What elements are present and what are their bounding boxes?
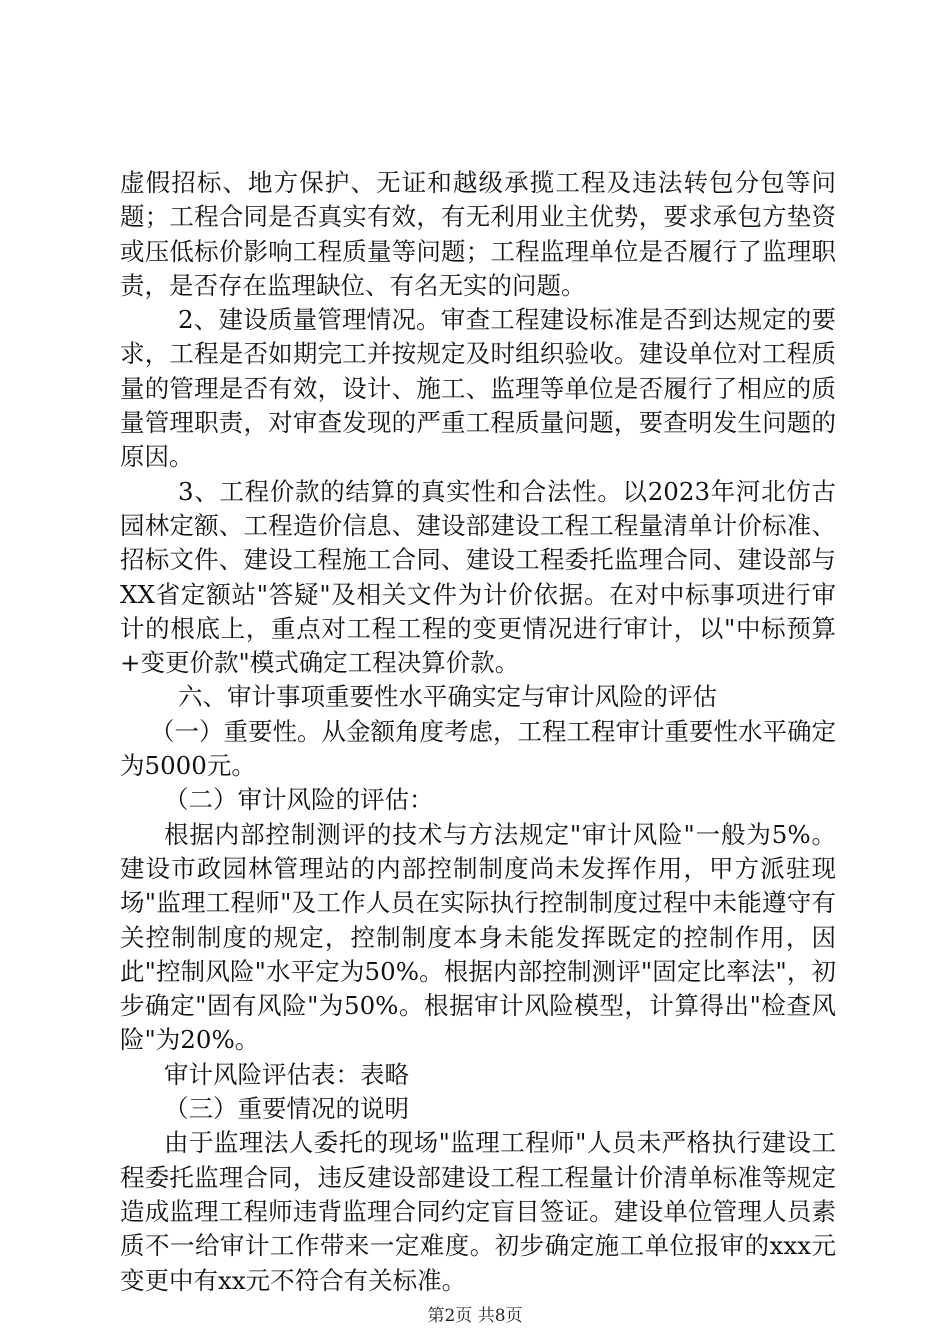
paragraph-risk-assessment: 根据内部控制测评的技术与方法规定"审计风险"一般为5%。建设市政园林管理站的内部控制制度尚未发挥作用，甲方派驻现场"监理工程师"及工作人员在实际执行控制制度过程中未能遵守有关控制制度的规定，控制制度本身未能发挥既定的控制作用，因此"控制风险"水平定为50%。根据内部控制测评"固定比率法"，初步确定"固有风险"为50%。根据审计风险模型，计算得出"检查风险"为20%。 xyxy=(120,819,836,1055)
paragraph-important-notes: 由于监理法人委托的现场"监理工程师"人员未严格执行建设工程委托监理合同，违反建设部建设工程工程量计价清单标准等规定造成监理工程师违背监理合同约定盲目签证。建设单位管理人员素质不一给审计工作带来一定难度。初步确定施工单位报审的xxx元变更中有xx元不符合有关标准。 xyxy=(120,1128,836,1295)
subheading-important-notes: （三）重要情况的说明 xyxy=(164,1094,409,1124)
paragraph-materiality: （一）重要性。从金额角度考虑，工程工程审计重要性水平确定为5000元。 xyxy=(120,716,836,781)
paragraph-settlement-authenticity: 3、工程价款的结算的真实性和合法性。以2023年河北仿古园林定额、工程造价信息、建设部建设工程工程量清单计价标准、招标文件、建设工程施工合同、建设工程委托监理合同、建设部与XX省定额站"答疑"及相关文件为计价依据。在对中标事项进行审计的根底上，重点对工程工程的变更情况进行审计，以"中标预算+变更价款"模式确定工程决算价款。 xyxy=(120,476,836,678)
paragraph-risk-table-note: 审计风险评估表：表略 xyxy=(164,1059,409,1089)
paragraph-continuation: 虚假招标、地方保护、无证和越级承揽工程及违法转包分包等问题；工程合同是否真实有效，有无利用业主优势，要求承包方垫资或压低标价影响工程质量等问题；工程监理单位是否履行了监理职责，是否存在监理缺位、有名无实的问题。 xyxy=(120,168,836,300)
body-text xyxy=(120,166,836,1298)
section-heading-six: 六、审计事项重要性水平确实定与审计风险的评估 xyxy=(178,682,717,712)
subheading-risk-assessment: （二）审计风险的评估： xyxy=(164,785,434,815)
paragraph-construction-quality: 2、建设质量管理情况。审查工程建设标准是否到达规定的要求，工程是否如期完工并按规定及时组织验收。建设单位对工程质量的管理是否有效，设计、施工、监理等单位是否履行了相应的质量管理职责，对审查发现的严重工程质量问题，要查明发生问题的原因。 xyxy=(120,305,836,472)
page-footer: 第2页 共8页 xyxy=(427,1306,523,1326)
